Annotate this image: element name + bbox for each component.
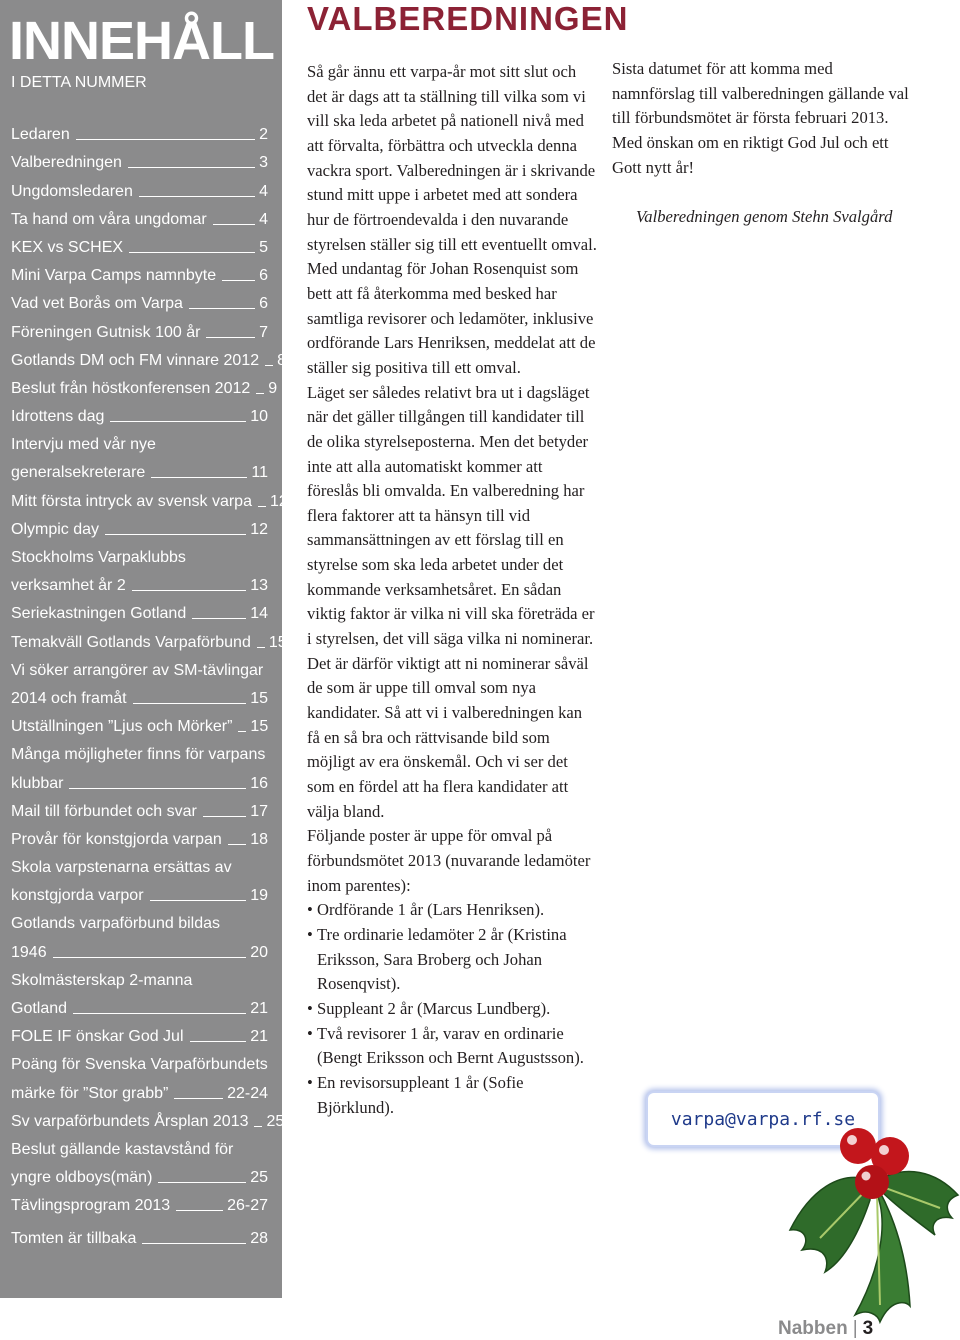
- toc-entry-title: Många möjligheter finns för varpans: [11, 746, 266, 764]
- article-column-1: [307, 60, 597, 1120]
- toc-entry-line: [11, 709, 268, 737]
- article-title: VALBEREDNINGEN: [307, 0, 629, 37]
- article-paragraph: Läget ser således relativt bra ut i dagsläget när det gäller tillgången till kandidater till de olika styrelseposterna. Men det betyder inte att alla automatiskt kommer att föreslås bli omvalda. En valberedning har flera faktorer att ta hänsyn till vid sammansättningen av ett förslag till en styrelse som ska leda arbetet under det kommande verksamhetsåret. En sådan viktig faktor är vilka ni vill ska företräda er i styrelsen, det vill säga vilka ni nominerar. Det är därför viktigt att ni nominerar såväl de som är uppe till omval som nya kandidater. Så att vi i valberedningen kan få en så bra och rättvisande bild som möjligt av era önskemål. Och vi ser det som en fördel att ha flera kandidater att välja bland.: [307, 382, 595, 821]
- toc-entry-line-continued: [11, 906, 268, 934]
- toc-entry: [11, 1220, 268, 1248]
- list-item-text: Suppleant 2 år (Marcus Lundberg).: [317, 998, 551, 1018]
- toc-entry-title: Beslut från höstkonferensen 2012: [11, 379, 251, 397]
- toc-entry: [11, 963, 268, 1019]
- toc-entry-page: 4: [259, 182, 268, 200]
- toc-entry-title: Skolmästerskap 2-manna: [11, 971, 193, 989]
- list-item: [307, 1022, 597, 1071]
- toc-entry-page: 15: [250, 718, 269, 736]
- toc-entry-line: [11, 596, 268, 624]
- toc-entry-page: 21: [250, 1028, 268, 1046]
- bullet-icon: •: [307, 1072, 313, 1092]
- toc-entry-page: 14: [250, 605, 268, 623]
- toc-entry-line-continued: [11, 540, 268, 568]
- toc-entry-line: [11, 822, 268, 850]
- toc-entry-line: [11, 1160, 268, 1188]
- toc-leader-line: [128, 167, 255, 168]
- toc-entry-line: [11, 145, 268, 173]
- toc-leader-line: [256, 393, 264, 394]
- toc-leader-line: [254, 1126, 262, 1127]
- bullet-icon: •: [307, 924, 313, 944]
- toc-entry-title: Temakväll Gotlands Varpaförbund: [11, 633, 251, 651]
- toc-entry-line: [11, 1075, 268, 1103]
- toc-entry-line-continued: [11, 850, 268, 878]
- toc-entry: [11, 1047, 268, 1103]
- toc-entry-line: [11, 343, 287, 371]
- toc-leader-line: [265, 365, 273, 366]
- toc-entry-page: 15: [250, 689, 268, 707]
- toc-entry-title: Vad vet Borås om Varpa: [11, 295, 183, 313]
- toc-entry: [11, 512, 268, 540]
- article-paragraph: Med önskan om en riktigt God Jul och ett Gott nytt år!: [612, 132, 889, 177]
- toc-leader-line: [228, 844, 246, 845]
- toc-entry: [11, 286, 268, 314]
- toc-entry-title: Tävlingsprogram 2013: [11, 1197, 171, 1215]
- toc-title: INNEHÅLL: [9, 11, 274, 71]
- toc-entry: [11, 1188, 268, 1216]
- toc-entry: [11, 314, 268, 342]
- toc-leader-line: [110, 421, 246, 422]
- toc-entry: [11, 117, 268, 145]
- toc-entry-title: Idrottens dag: [11, 408, 105, 426]
- toc-entry-page: 8: [277, 351, 287, 369]
- toc-entry: [11, 173, 268, 201]
- toc-entry-line: [11, 455, 268, 483]
- toc-leader-line: [206, 337, 255, 338]
- toc-entry-title: KEX vs SCHEX: [11, 238, 124, 256]
- toc-entry: [11, 624, 287, 652]
- toc-entry-title: Föreningen Gutnisk 100 år: [11, 323, 201, 341]
- toc-entry-line: [11, 258, 268, 286]
- toc-leader-line: [192, 618, 246, 619]
- bullet-icon: •: [307, 1023, 313, 1043]
- toc-entry-title: 1946: [11, 943, 47, 961]
- article-paragraph: Följande poster är uppe för omval på förbundsmötet 2013 (nuvarande ledamöter inom parentes):: [307, 826, 591, 895]
- toc-entry-title: Skola varpstenarna ersättas av: [11, 859, 232, 877]
- toc-entry: [11, 709, 268, 737]
- toc-leader-line: [213, 224, 255, 225]
- toc-entry-title: generalsekreterare: [11, 464, 146, 482]
- toc-entry: [11, 1019, 268, 1047]
- toc-entry-page: 13: [250, 577, 268, 595]
- list-item: [307, 1071, 597, 1120]
- toc-entry-title: 2014 och framåt: [11, 689, 127, 707]
- toc-entry-page: 5: [259, 238, 268, 256]
- nomination-list: [307, 898, 597, 1120]
- toc-entry-title: yngre oldboys(män): [11, 1169, 153, 1187]
- toc-entry-page: 19: [250, 887, 268, 905]
- toc-entry-line: [11, 371, 278, 399]
- toc-leader-line: [257, 647, 265, 648]
- toc-entry-line: [11, 991, 268, 1019]
- toc-entry: [11, 427, 268, 483]
- toc-entry-title: klubbar: [11, 774, 64, 792]
- toc-leader-line: [222, 280, 255, 281]
- toc-entry-page: 16: [250, 774, 268, 792]
- toc-entry: [11, 483, 288, 511]
- toc-leader-line: [76, 139, 255, 140]
- toc-entry-title: Vi söker arrangörer av SM-tävlingar: [11, 661, 264, 679]
- toc-entry-title: Gotlands varpaförbund bildas: [11, 915, 221, 933]
- toc-entry-line: [11, 1188, 268, 1216]
- toc-entry: [11, 596, 268, 624]
- toc-entry: [11, 850, 268, 906]
- toc-entry-line-continued: [11, 1047, 268, 1075]
- toc-leader-line: [174, 1098, 223, 1099]
- toc-leader-line: [238, 731, 246, 732]
- toc-entry: [11, 1132, 268, 1188]
- toc-entry-line: [11, 286, 268, 314]
- toc-entry-page: 6: [259, 295, 268, 313]
- toc-leader-line: [151, 477, 247, 478]
- holly-decoration-icon: [780, 1110, 960, 1325]
- toc-entry-page: 12: [269, 492, 288, 510]
- table-of-contents-sidebar: [0, 0, 288, 1298]
- toc-entry-page: 21: [250, 1000, 268, 1017]
- toc-entry-page: 25: [266, 1112, 285, 1130]
- toc-entry-line: [11, 314, 268, 342]
- toc-entry-page: 11: [251, 464, 268, 482]
- toc-entry-title: Provår för konstgjorda varpan: [11, 830, 222, 848]
- list-item: [307, 997, 597, 1022]
- toc-leader-line: [139, 196, 255, 197]
- toc-leader-line: [53, 957, 247, 958]
- toc-entry-title: Valberedningen: [11, 154, 122, 172]
- toc-entry-title: Mail till förbundet och svar: [11, 802, 197, 820]
- toc-leader-line: [129, 252, 255, 253]
- toc-entry-title: Poäng för Svenska Varpaförbundets: [11, 1056, 268, 1074]
- toc-entry-line: [11, 794, 268, 822]
- toc-entry: [11, 794, 268, 822]
- toc-leader-line: [133, 703, 247, 704]
- toc-entry-title: Olympic day: [11, 520, 100, 538]
- toc-entry-page: 17: [250, 802, 268, 820]
- email-address: varpa@varpa.rf.se: [670, 1108, 856, 1130]
- toc-entry-title: Intervju med vår nye: [11, 436, 156, 454]
- toc-entry: [11, 822, 268, 850]
- toc-entry-page: 15: [268, 633, 287, 651]
- toc-entry: [11, 371, 278, 399]
- toc-entry-title: Stockholms Varpaklubbs: [11, 549, 186, 566]
- toc-entry-line: [11, 1220, 268, 1248]
- article-paragraph: Sista datumet för att komma med namnförslag till valberedningen gällande val till förbundsmötet är första februari 2013.: [612, 59, 909, 128]
- toc-entry-line-continued: [11, 737, 268, 765]
- toc-entry-title: FOLE IF önskar God Jul: [11, 1028, 184, 1046]
- toc-entry-title: Sv varpaförbundets Årsplan 2013: [11, 1112, 249, 1130]
- toc-entry-title: Utställningen ”Ljus och Mörker”: [11, 718, 233, 736]
- toc-leader-line: [203, 816, 246, 817]
- toc-entry-page: 25: [250, 1169, 268, 1187]
- toc-entry: [11, 653, 268, 709]
- toc-leader-line: [176, 1210, 223, 1211]
- toc-entry-title: konstgjorda varpor: [11, 887, 144, 905]
- list-item-text: Tre ordinarie ledamöter 2 år (Kristina Eriksson, Sara Broberg och Johan Rosenqvist).: [317, 924, 567, 994]
- toc-entry-title: verksamhet år 2: [11, 577, 126, 595]
- magazine-name: Nabben: [778, 1318, 848, 1339]
- toc-leader-line: [132, 590, 246, 591]
- toc-entry-page: 9: [268, 379, 278, 397]
- toc-entry-line: [11, 173, 268, 201]
- toc-leader-line: [158, 1182, 246, 1183]
- toc-entry-line: [11, 1104, 285, 1132]
- toc-entry-page: 6: [259, 267, 268, 285]
- toc-entry-line: [11, 568, 268, 596]
- toc-entry-page: 28: [250, 1229, 268, 1247]
- toc-entry-title: Seriekastningen Gotland: [11, 605, 187, 623]
- toc-entry-page: 7: [259, 323, 268, 341]
- toc-entry-line-continued: [11, 1132, 268, 1160]
- toc-entry-title: Gotlands DM och FM vinnare 2012: [11, 351, 260, 369]
- toc-entry-line: [11, 399, 268, 427]
- toc-entry: [11, 906, 268, 962]
- toc-entry: [11, 343, 287, 371]
- toc-entry-page: 2: [259, 126, 268, 144]
- article-signature: Valberedningen genom Stehn Svalgård: [636, 207, 893, 227]
- toc-leader-line: [73, 1013, 246, 1014]
- toc-leader-line: [189, 308, 255, 309]
- toc-entry-title: Mini Varpa Camps namnbyte: [11, 267, 217, 285]
- page-number: 3: [862, 1318, 874, 1339]
- list-item-text: En revisorsuppleant 1 år (Sofie Björklund).: [317, 1072, 524, 1117]
- toc-leader-line: [190, 1041, 247, 1042]
- toc-entry-title: märke för ”Stor grabb”: [11, 1084, 169, 1102]
- toc-entry-line: [11, 230, 268, 258]
- toc-entry-page: 10: [250, 408, 268, 426]
- toc-entry: [11, 737, 268, 793]
- toc-entry: [11, 540, 268, 596]
- page-footer: [778, 1318, 873, 1340]
- toc-entry-line: [11, 1019, 268, 1047]
- toc-entry-line: [11, 934, 268, 962]
- toc-entry: [11, 145, 268, 173]
- toc-entry-page: 3: [259, 154, 268, 172]
- list-item-text: Ordförande 1 år (Lars Henriksen).: [317, 900, 545, 920]
- toc-entry-line: [11, 202, 268, 230]
- article-paragraph: Så går ännu ett varpa-år mot sitt slut och det är dags att ta ställning till vilka som vi vill ska leda arbetet på nationell nivå med att förvalta, förbättra och utveckla denna vackra sport. Valberedningen är i skrivande stund mitt uppe i arbetet med att sondera hur de förtroendevalda i den nuvarande styrelsen ställer sig till ett eventuellt omval.: [307, 62, 597, 254]
- toc-entry: [11, 230, 268, 258]
- toc-entry-line: [11, 878, 268, 906]
- toc-leader-line: [258, 506, 266, 507]
- toc-entry-title: Beslut gällande kastavstånd för: [11, 1140, 234, 1158]
- toc-entry-line: [11, 681, 268, 709]
- toc-entry-page: 18: [250, 830, 268, 848]
- toc-entry-line: [11, 765, 268, 793]
- footer-separator: |: [852, 1318, 858, 1339]
- toc-entry: [11, 1104, 285, 1132]
- bullet-icon: •: [307, 900, 313, 920]
- toc-entry-page: 26-27: [227, 1197, 268, 1215]
- toc-entry-title: Gotland: [11, 1000, 68, 1017]
- toc-entry-page: 20: [250, 943, 268, 961]
- toc-entry-line: [11, 624, 287, 652]
- toc-entry-page: 12: [250, 520, 268, 538]
- toc-leader-line: [142, 1243, 246, 1244]
- toc-entry-line: [11, 117, 268, 145]
- toc-entry-line: [11, 512, 268, 540]
- toc-list: [11, 117, 288, 1249]
- article-column-2: [612, 57, 912, 230]
- list-item: [307, 923, 597, 997]
- toc-entry-title: Mitt första intryck av svensk varpa: [11, 492, 252, 510]
- list-item: [307, 898, 597, 923]
- toc-subtitle: I DETTA NUMMER: [11, 74, 147, 91]
- toc-entry: [11, 202, 268, 230]
- toc-entry-title: Ledaren: [11, 126, 70, 144]
- article-paragraph: Med undantag för Johan Rosenquist som bett att få återkomma med besked har samtliga revisorer och ledamöter, inklusive ordförande Lars Henriksen, meddelat att de ställer sig positiva till ett omval.: [307, 259, 596, 377]
- toc-entry-line-continued: [11, 427, 268, 455]
- toc-entry-line-continued: [11, 653, 268, 681]
- toc-entry-title: Ungdomsledaren: [11, 182, 133, 200]
- toc-entry-line-continued: [11, 963, 268, 991]
- bullet-icon: •: [307, 998, 313, 1018]
- toc-leader-line: [69, 788, 246, 789]
- toc-entry: [11, 258, 268, 286]
- toc-leader-line: [105, 534, 246, 535]
- toc-entry-line: [11, 483, 288, 511]
- toc-entry-page: 4: [259, 210, 268, 228]
- toc-entry: [11, 399, 268, 427]
- toc-leader-line: [150, 900, 247, 901]
- toc-entry-title: Tomten är tillbaka: [11, 1229, 137, 1247]
- list-item-text: Två revisorer 1 år, varav en ordinarie (Bengt Eriksson och Bernt Augustsson).: [317, 1023, 584, 1068]
- toc-entry-title: Ta hand om våra ungdomar: [11, 210, 207, 228]
- toc-entry-page: 22-24: [227, 1084, 268, 1102]
